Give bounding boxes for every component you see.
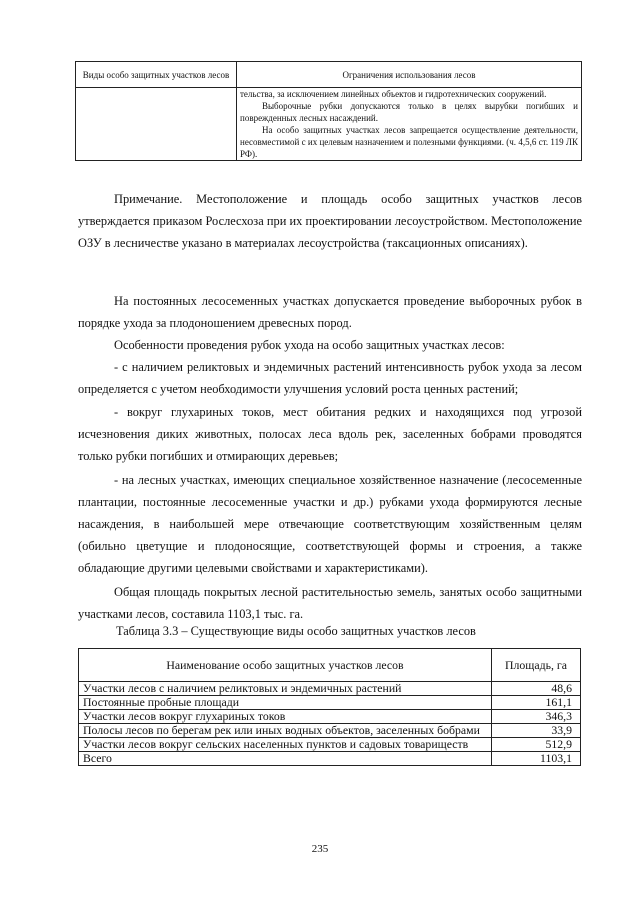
paragraph-seed-plots: На постоянных лесосеменных участках допускается проведение выборочных рубок в порядке ухода за плодоношением древесных пород. bbox=[78, 294, 582, 330]
row-name: Постоянные пробные площади bbox=[79, 696, 492, 710]
protected-areas-table bbox=[78, 648, 581, 766]
page-number: 235 bbox=[311, 843, 329, 855]
paragraph-features-heading: Особенности проведения рубок ухода на особо защитных участках лесов: bbox=[114, 338, 505, 352]
total-area: 1103,1 bbox=[492, 752, 581, 766]
row-name: Участки лесов вокруг сельских населенных пунктов и садовых товариществ bbox=[79, 738, 492, 752]
restriction-text-2: Выборочные рубки допускаются только в целях вырубки погибших и поврежденных лесных насаждений. bbox=[240, 101, 578, 123]
paragraph-special-purpose: - на лесных участках, имеющих специальное хозяйственное назначение (лесосеменные плантации, постоянные лесосеменные участки и др.) рубками ухода формируются лесные насаждения, в наибольшей мере отвечающие соответствующим хозяйственным целям (обильно цветущие и плодоносящие, соответствующей формы и строения, а также обладающие другими целевыми свойствами и характеристиками). bbox=[78, 473, 582, 575]
total-label: Всего bbox=[79, 752, 492, 766]
table-row bbox=[79, 738, 581, 752]
paragraph-capercaillie: - вокруг глухариных токов, мест обитания редких и находящихся под угрозой исчезновения диких животных, полосах леса вдоль рек, заселенных бобрами проводятся только рубки погибших и отмирающих деревьев; bbox=[78, 405, 582, 463]
paragraph-total-area: Общая площадь покрытых лесной растительностью земель, занятых особо защитными участками лесов, составила 1103,1 тыс. га. bbox=[78, 585, 582, 621]
col-header-zone-types: Виды особо защитных участков лесов bbox=[76, 62, 237, 88]
row-name: Полосы лесов по берегам рек или иных водных объектов, заселенных бобрами bbox=[79, 724, 492, 738]
row-area: 161,1 bbox=[492, 696, 581, 710]
row-area: 346,3 bbox=[492, 710, 581, 724]
restriction-text-3: На особо защитных участках лесов запрещается осуществление деятельности, несовместимой с их целевым назначением и полезными функциями. (ч. 4,5,6 ст. 119 ЛК РФ). bbox=[240, 125, 578, 159]
note-paragraph: Примечание. Местоположение и площадь особо защитных участков лесов утверждается приказом Рослесхоза при их проектировании лесоустройством. Местоположение ОЗУ в лесничестве указано в материалах лесоустройства (таксационных описаниях). bbox=[78, 192, 582, 250]
table-row bbox=[79, 724, 581, 738]
col-header-restrictions: Ограничения использования лесов bbox=[237, 62, 582, 88]
row-area: 512,9 bbox=[492, 738, 581, 752]
row-area: 48,6 bbox=[492, 682, 581, 696]
header-area: Площадь, га bbox=[492, 649, 581, 682]
table-caption: Таблица 3.3 – Существующие виды особо защитных участков лесов bbox=[116, 624, 476, 638]
empty-cell bbox=[76, 88, 237, 161]
row-name: Участки лесов с наличием реликтовых и эндемичных растений bbox=[79, 682, 492, 696]
paragraph-relict-plants: - с наличием реликтовых и эндемичных растений интенсивность рубок ухода за лесом определяется с учетом необходимости улучшения условий роста ценных растений; bbox=[78, 360, 582, 396]
restrictions-cell bbox=[237, 88, 582, 161]
table-row bbox=[79, 710, 581, 724]
header-name: Наименование особо защитных участков лесов bbox=[79, 649, 492, 682]
table-total-row bbox=[79, 752, 581, 766]
restriction-text-1: тельства, за исключением линейных объектов и гидротехнических сооружений. bbox=[240, 89, 547, 99]
row-area: 33,9 bbox=[492, 724, 581, 738]
table-header-row bbox=[79, 649, 581, 682]
table-row bbox=[79, 696, 581, 710]
row-name: Участки лесов вокруг глухариных токов bbox=[79, 710, 492, 724]
table-row bbox=[79, 682, 581, 696]
restrictions-table-continued bbox=[75, 61, 582, 161]
